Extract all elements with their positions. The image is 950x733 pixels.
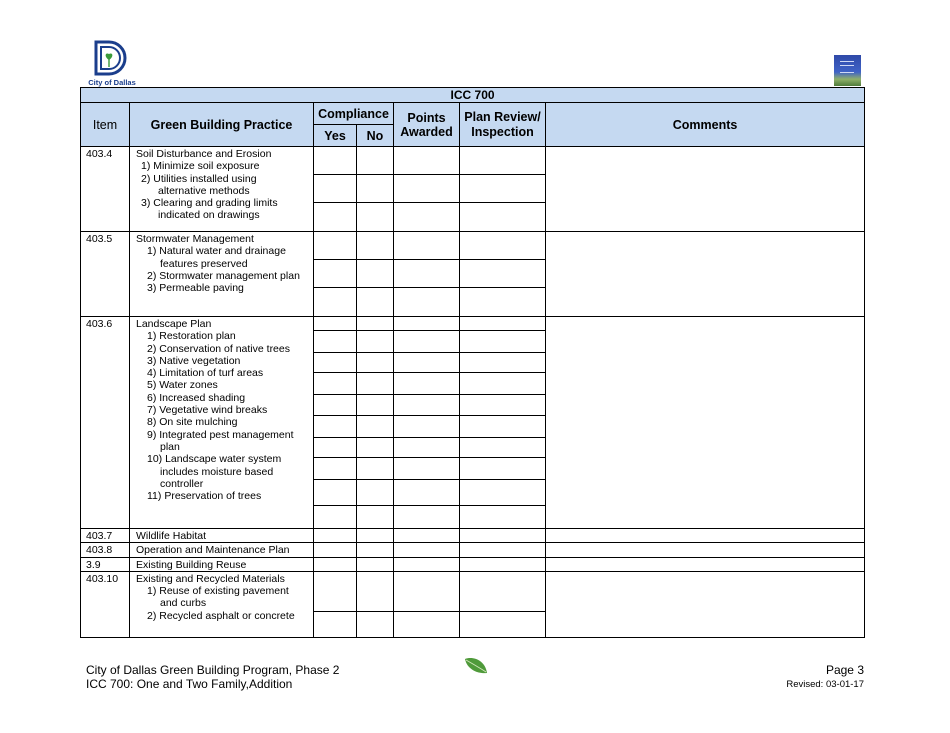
plan-review-cell[interactable] bbox=[460, 317, 546, 529]
points-cell[interactable] bbox=[394, 543, 460, 557]
comments-cell[interactable] bbox=[546, 557, 865, 571]
practice-line: indicated on drawings bbox=[158, 209, 260, 222]
practice-title: Soil Disturbance and Erosion bbox=[136, 148, 272, 160]
practice-cell bbox=[130, 232, 314, 317]
practice-cell bbox=[130, 317, 314, 529]
practice-title: Landscape Plan bbox=[136, 318, 212, 330]
plan-review-cell[interactable] bbox=[460, 557, 546, 571]
practice-line: 9) Integrated pest management bbox=[147, 428, 294, 441]
points-cell[interactable] bbox=[394, 147, 460, 232]
no-cell[interactable] bbox=[357, 147, 394, 232]
practice-line: controller bbox=[160, 477, 204, 490]
item-number: 403.5 bbox=[81, 232, 130, 317]
practice-cell bbox=[130, 147, 314, 232]
practice-title: Wildlife Habitat bbox=[130, 529, 314, 543]
program-badge-icon bbox=[834, 55, 861, 86]
comments-column-header: Comments bbox=[546, 103, 865, 147]
practice-line: 2) Stormwater management plan bbox=[147, 269, 300, 282]
practice-line: 3) Clearing and grading limits bbox=[141, 197, 278, 210]
practice-line: 1) Reuse of existing pavement bbox=[147, 585, 289, 598]
footer-page-info bbox=[786, 663, 864, 691]
practice-title: Existing Building Reuse bbox=[130, 557, 314, 571]
item-number: 403.7 bbox=[81, 529, 130, 543]
practice-line: 4) Limitation of turf areas bbox=[147, 367, 264, 380]
yes-cell[interactable] bbox=[314, 317, 357, 529]
item-column-header: Item bbox=[81, 103, 130, 147]
practice-title: Existing and Recycled Materials bbox=[136, 572, 285, 585]
city-of-dallas-logo bbox=[86, 40, 134, 88]
footer-line-1: City of Dallas Green Building Program, Phase 2 bbox=[86, 663, 340, 677]
practice-line: 7) Vegetative wind breaks bbox=[147, 404, 268, 417]
logo-caption: City of Dallas bbox=[88, 78, 136, 87]
practice-line: 11) Preservation of trees bbox=[147, 490, 262, 503]
practice-line: 1) Minimize soil exposure bbox=[141, 160, 260, 173]
plan-review-cell[interactable] bbox=[460, 543, 546, 557]
comments-cell[interactable] bbox=[546, 571, 865, 637]
comments-cell[interactable] bbox=[546, 317, 865, 529]
plan-review-cell[interactable] bbox=[460, 232, 546, 317]
practice-title: Stormwater Management bbox=[136, 233, 254, 245]
footer-line-2: ICC 700: One and Two Family,Addition bbox=[86, 677, 293, 691]
yes-cell[interactable] bbox=[314, 529, 357, 543]
comments-cell[interactable] bbox=[546, 529, 865, 543]
points-cell[interactable] bbox=[394, 232, 460, 317]
yes-cell[interactable] bbox=[314, 571, 357, 637]
item-number: 403.8 bbox=[81, 543, 130, 557]
item-number: 3.9 bbox=[81, 557, 130, 571]
table-title: ICC 700 bbox=[81, 88, 865, 103]
item-number: 403.10 bbox=[81, 571, 130, 637]
compliance-column-header: Compliance bbox=[314, 103, 394, 125]
dallas-d-icon bbox=[92, 40, 128, 78]
item-number: 403.4 bbox=[81, 147, 130, 232]
plan-review-cell[interactable] bbox=[460, 571, 546, 637]
practice-cell bbox=[130, 571, 314, 637]
yes-cell[interactable] bbox=[314, 232, 357, 317]
practice-line: alternative methods bbox=[158, 184, 250, 197]
practice-line: includes moisture based bbox=[160, 465, 274, 478]
no-cell[interactable] bbox=[357, 557, 394, 571]
comments-cell[interactable] bbox=[546, 232, 865, 317]
practice-line: plan bbox=[160, 440, 180, 453]
page-number: Page 3 bbox=[825, 663, 864, 677]
practice-line: features preserved bbox=[160, 257, 248, 270]
practice-line: 1) Natural water and drainage bbox=[147, 245, 286, 258]
no-cell[interactable] bbox=[357, 317, 394, 529]
practice-column-header: Green Building Practice bbox=[130, 103, 314, 147]
plan-review-cell[interactable] bbox=[460, 147, 546, 232]
points-cell[interactable] bbox=[394, 571, 460, 637]
practice-line: 3) Native vegetation bbox=[147, 354, 241, 367]
comments-cell[interactable] bbox=[546, 543, 865, 557]
practice-line: 2) Utilities installed using bbox=[141, 172, 257, 185]
item-number: 403.6 bbox=[81, 317, 130, 529]
leaf-icon bbox=[463, 656, 489, 676]
practice-line: 2) Conservation of native trees bbox=[147, 342, 290, 355]
practice-line: 3) Permeable paving bbox=[147, 282, 244, 295]
footer-program-info bbox=[86, 663, 339, 691]
points-column-header: Points Awarded bbox=[394, 103, 460, 147]
revised-date: Revised: 03-01-17 bbox=[786, 679, 864, 690]
practice-line: 10) Landscape water system bbox=[147, 453, 282, 466]
yes-cell[interactable] bbox=[314, 147, 357, 232]
practice-line: 1) Restoration plan bbox=[147, 330, 236, 343]
icc700-checklist-table bbox=[80, 87, 865, 638]
points-cell[interactable] bbox=[394, 557, 460, 571]
no-cell[interactable] bbox=[357, 571, 394, 637]
no-cell[interactable] bbox=[357, 232, 394, 317]
practice-line: 6) Increased shading bbox=[147, 391, 246, 404]
no-column-header: No bbox=[357, 125, 394, 147]
practice-line: 8) On site mulching bbox=[147, 416, 238, 429]
yes-column-header: Yes bbox=[314, 125, 357, 147]
comments-cell[interactable] bbox=[546, 147, 865, 232]
practice-line: 2) Recycled asphalt or concrete bbox=[147, 609, 295, 622]
plan-review-column-header: Plan Review/ Inspection bbox=[460, 103, 546, 147]
practice-line: 5) Water zones bbox=[147, 379, 218, 392]
practice-title: Operation and Maintenance Plan bbox=[130, 543, 314, 557]
points-cell[interactable] bbox=[394, 317, 460, 529]
practice-line: and curbs bbox=[160, 597, 207, 610]
plan-review-cell[interactable] bbox=[460, 529, 546, 543]
no-cell[interactable] bbox=[357, 529, 394, 543]
yes-cell[interactable] bbox=[314, 543, 357, 557]
points-cell[interactable] bbox=[394, 529, 460, 543]
yes-cell[interactable] bbox=[314, 557, 357, 571]
no-cell[interactable] bbox=[357, 543, 394, 557]
